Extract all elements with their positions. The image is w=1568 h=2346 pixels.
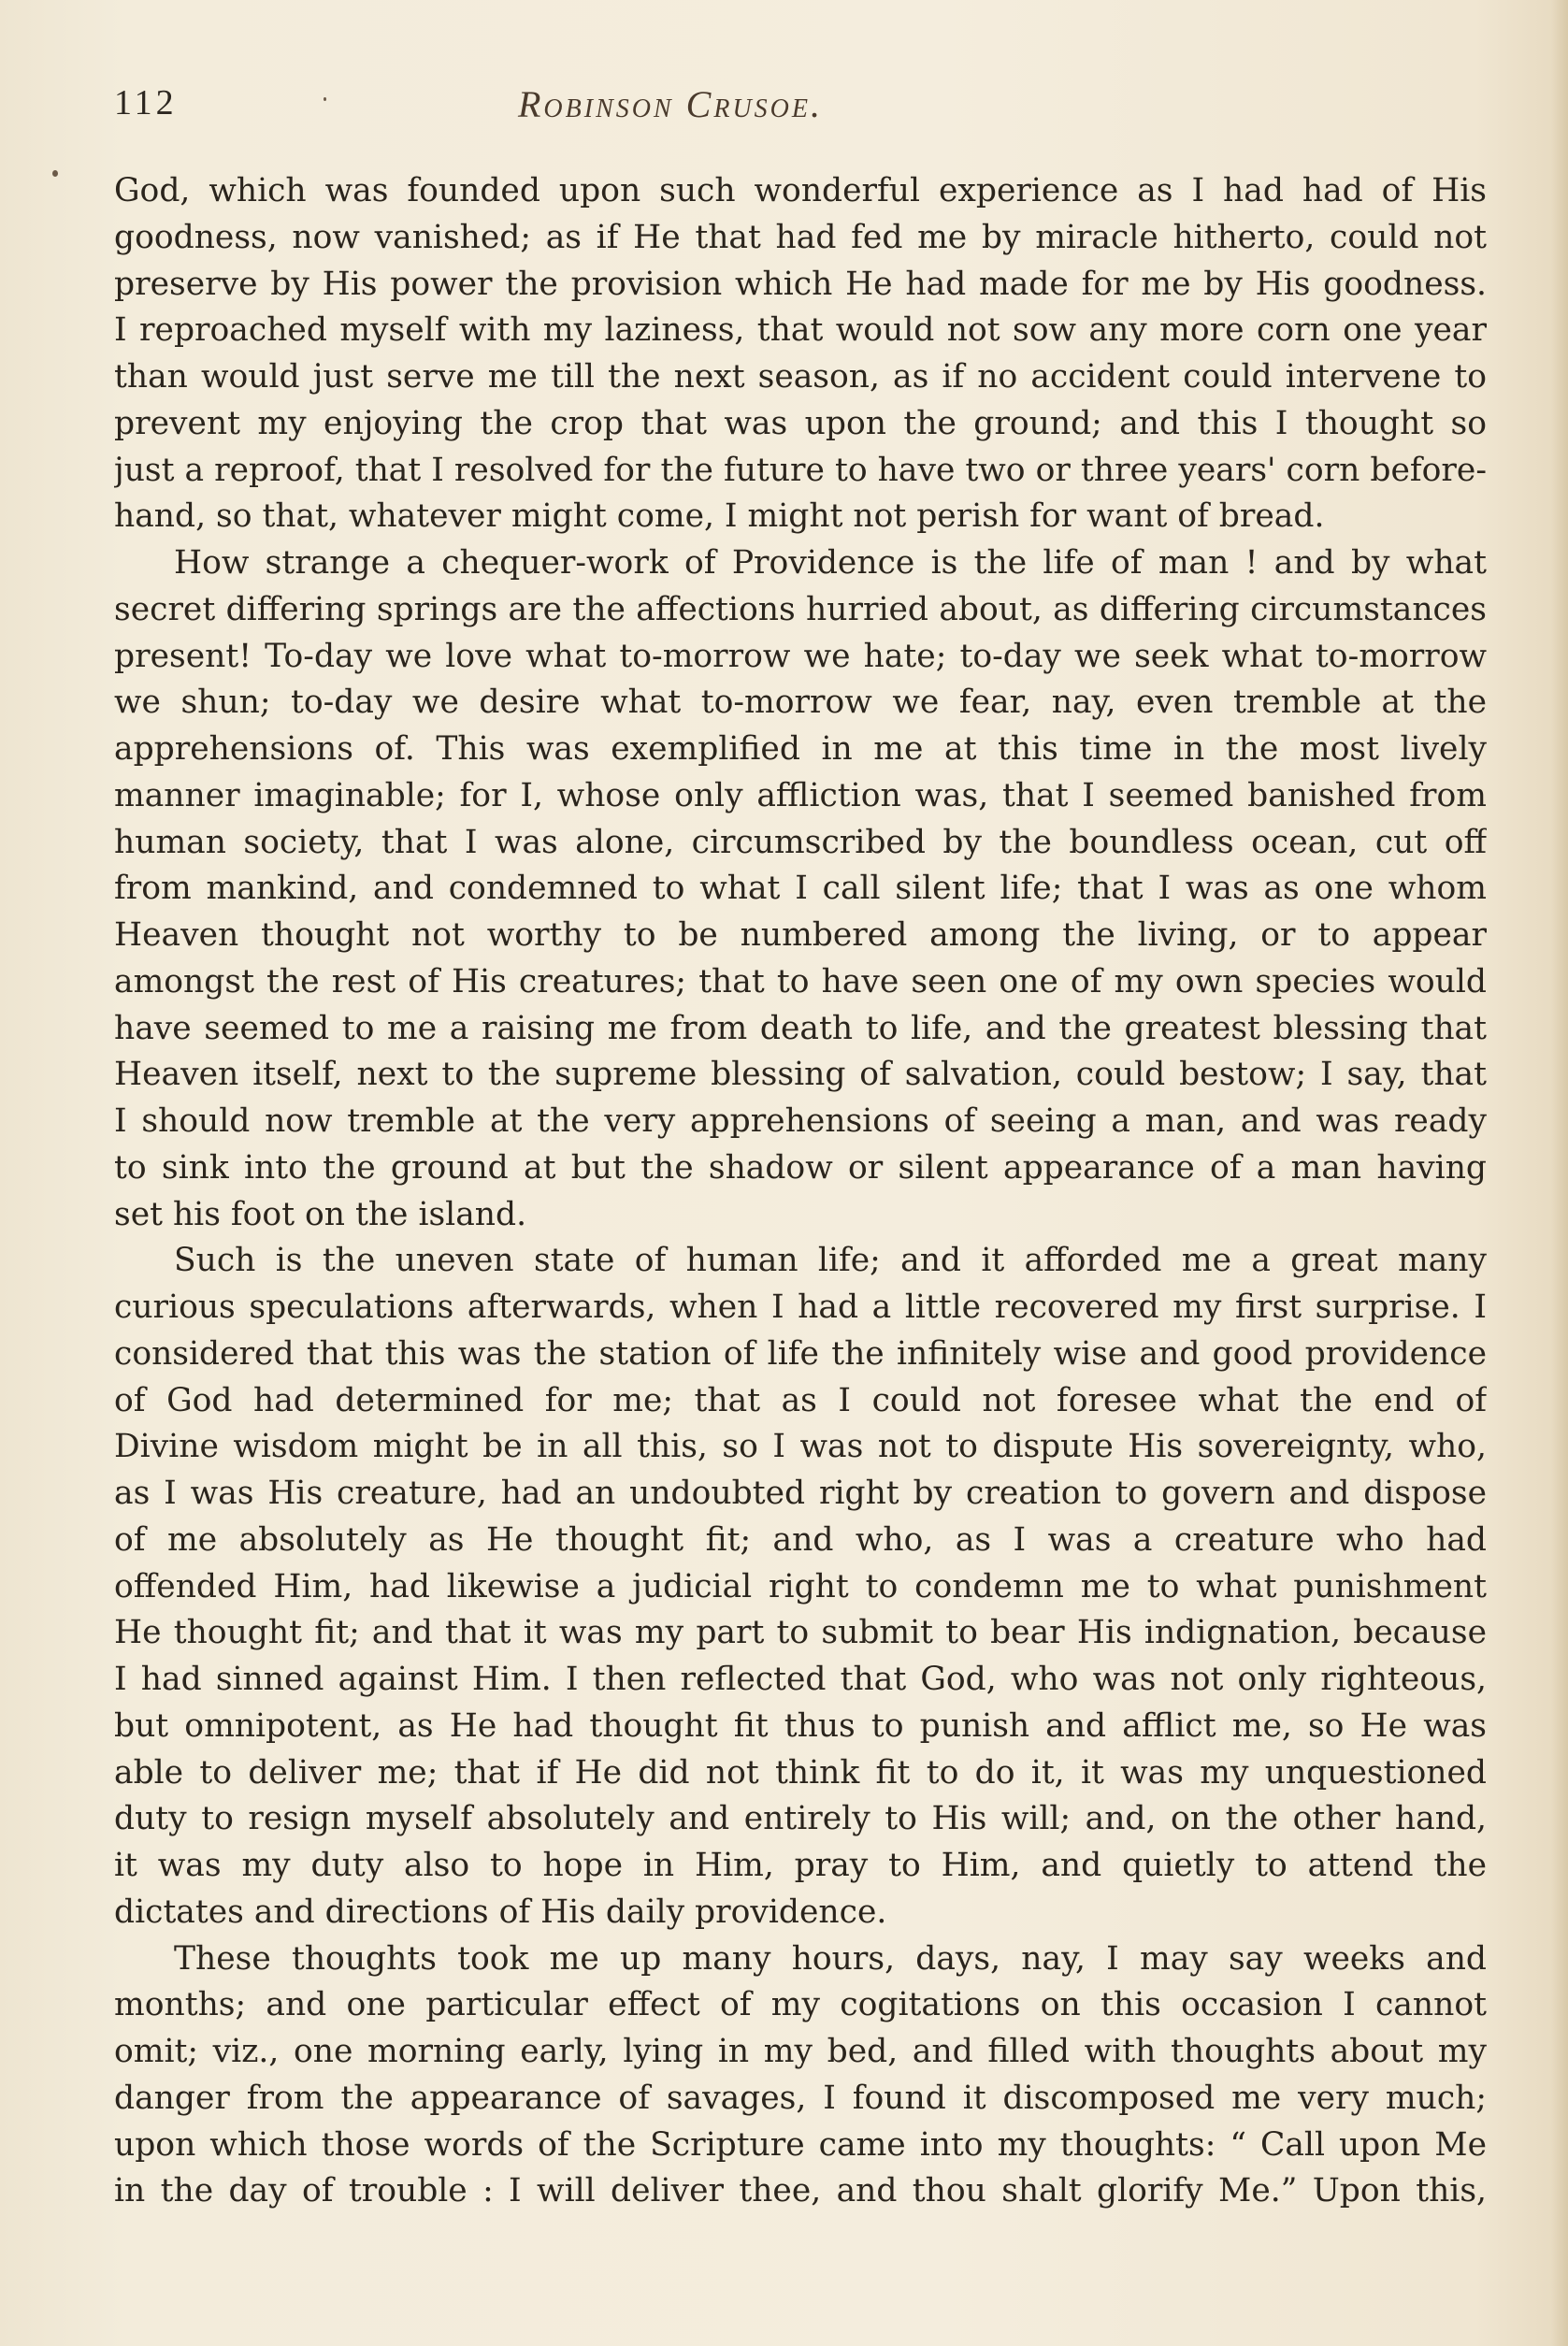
text-line: offended Him, had likewise a judicial right to condemn me to what punishment [114,1567,1487,1605]
text-line: apprehensions of. This was exemplified in me at this time in the most lively [114,730,1487,768]
page-header [114,82,1498,138]
text-line: danger from the appearance of savages, I found it discomposed me very much; [114,2079,1487,2117]
text-line: to sink into the ground at but the shadow or silent appearance of a man having [114,1148,1487,1187]
page-edge-shadow [1551,0,1568,2346]
text-line: I should now tremble at the very apprehensions of seeing a man, and was ready [114,1102,1487,1140]
ink-speck [52,170,58,177]
text-line: dictates and directions of His daily providence. [114,1893,887,1931]
text-line: I had sinned against Him. I then reflected that God, who was not only righteous, [114,1661,1487,1698]
text-line: Heaven thought not worthy to be numbered among the living, or to appear [114,916,1487,954]
text-line: How strange a chequer-work of Providence is the life of man ! and by what [174,544,1487,582]
text-line: hand, so that, whatever might come, I might not perish for want of bread. [114,497,1325,536]
text-line: we shun; to-day we desire what to-morrow we fear, nay, even tremble at the [114,684,1487,722]
text-line: in the day of trouble : I will deliver thee, and thou shalt glorify Me.” Upon this, [114,2172,1487,2210]
text-line: have seemed to me a raising me from death to life, and the greatest blessing that [114,1009,1487,1047]
text-line: from mankind, and condemned to what I call silent life; that I was as one whom [114,870,1487,908]
text-line: of God had determined for me; that as I could not foresee what the end of [114,1381,1487,1419]
text-line: set his foot on the island. [114,1195,527,1233]
text-line: than would just serve me till the next season, as if no accident could intervene to [114,358,1487,396]
text-line: Heaven itself, next to the supreme blessing of salvation, could bestow; I say, that [114,1056,1487,1094]
text-line: omit; viz., one morning early, lying in my bed, and filled with thoughts about my [114,2033,1487,2070]
running-title: Robinson Crusoe. [518,83,823,125]
ink-speck [324,97,326,101]
page-number: 112 [114,83,178,122]
text-line: human society, that I was alone, circumscribed by the boundless ocean, cut off [114,823,1487,861]
text-line: prevent my enjoying the crop that was upon the ground; and this I thought so [114,404,1487,442]
text-line: but omnipotent, as He had thought fit thus to punish and afflict me, so He was [114,1706,1487,1745]
text-line: manner imaginable; for I, whose only affliction was, that I seemed banished from [114,776,1487,814]
text-line: He thought fit; and that it was my part to submit to bear His indignation, because [114,1614,1487,1652]
text-line: present! To-day we love what to-morrow we hate; to-day we seek what to-morrow [114,637,1487,675]
text-line: of me absolutely as He thought fit; and who, as I was a creature who had [114,1520,1487,1559]
text-line: These thoughts took me up many hours, days, nay, I may say weeks and [174,1939,1487,1978]
text-line: goodness, now vanished; as if He that had fed me by miracle hitherto, could not [114,218,1487,256]
text-line: amongst the rest of His creatures; that to have seen one of my own species would [114,962,1487,1000]
text-line: upon which those words of the Scripture came into my thoughts: “ Call upon Me [114,2125,1487,2164]
text-line: just a reproof, that I resolved for the future to have two or three years' corn before- [114,451,1487,489]
text-line: as I was His creature, had an undoubted right by creation to govern and dispose [114,1475,1487,1512]
text-line: duty to resign myself absolutely and entirely to His will; and, on the other hand, [114,1800,1487,1838]
text-line: Divine wisdom might be in all this, so I was not to dispute His sovereignty, who, [114,1428,1487,1466]
text-line: able to deliver me; that if He did not think fit to do it, it was my unquestioned [114,1753,1487,1792]
text-line: considered that this was the station of life the infinitely wise and good providence [114,1334,1487,1373]
text-line: I reproached myself with my laziness, that would not sow any more corn one year [114,311,1487,350]
text-line: months; and one particular effect of my cogitations on this occasion I cannot [114,1986,1487,2024]
text-line: it was my duty also to hope in Him, pray to Him, and quietly to attend the [114,1847,1487,1884]
body-text [114,168,1487,2215]
text-line: curious speculations afterwards, when I had a little recovered my first surprise. I [114,1288,1487,1326]
text-line: Such is the uneven state of human life; and it afforded me a great many [174,1242,1487,1280]
text-line: God, which was founded upon such wonderful experience as I had had of His [114,172,1487,209]
text-line: preserve by His power the provision which He had made for me by His goodness. [114,265,1487,303]
text-line: secret differing springs are the affections hurried about, as differing circumstances [114,590,1487,628]
